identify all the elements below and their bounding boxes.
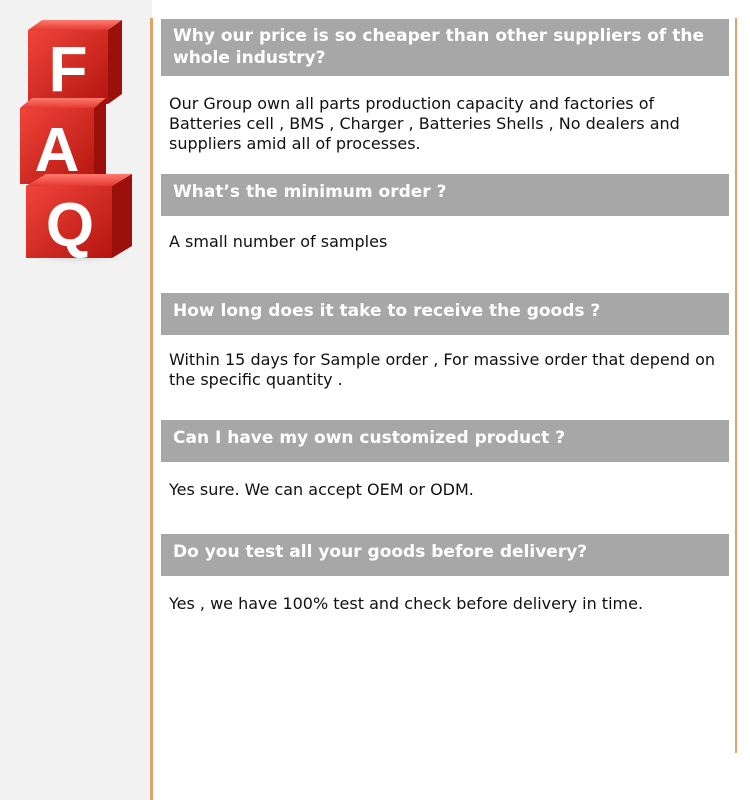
faq-question: Why our price is so cheaper than other suppliers of the whole industry?: [161, 19, 729, 76]
faq-question: How long does it take to receive the goods ?: [161, 293, 729, 335]
faq-question: Can I have my own customized product ?: [161, 420, 729, 462]
faq-list: [161, 19, 729, 634]
faq-logo: [14, 14, 144, 269]
faq-item-5: [161, 534, 729, 634]
faq-question: Do you test all your goods before delivery?: [161, 534, 729, 576]
faq-answer: Our Group own all parts production capacity and factories of Batteries cell , BMS , Charger , Batteries Shells , No dealers and suppliers amid all of processes.: [169, 94, 680, 153]
logo-letter-q: Q: [45, 191, 95, 260]
logo-letter-f: F: [48, 33, 88, 105]
faq-answer: Within 15 days for Sample order , For massive order that depend on the specific quantity .: [169, 350, 716, 389]
faq-item-1: [161, 19, 729, 174]
left-divider: [150, 18, 153, 800]
faq-item-4: [161, 420, 729, 534]
faq-question: What’s the minimum order ?: [161, 174, 729, 216]
faq-item-3: [161, 293, 729, 420]
faq-item-2: [161, 174, 729, 293]
right-divider: [735, 18, 737, 753]
faq-answer: A small number of samples: [169, 232, 388, 251]
logo-letter-a: A: [34, 116, 80, 185]
faq-answer: Yes sure. We can accept OEM or ODM.: [169, 480, 474, 499]
faq-answer: Yes , we have 100% test and check before delivery in time.: [169, 594, 644, 613]
